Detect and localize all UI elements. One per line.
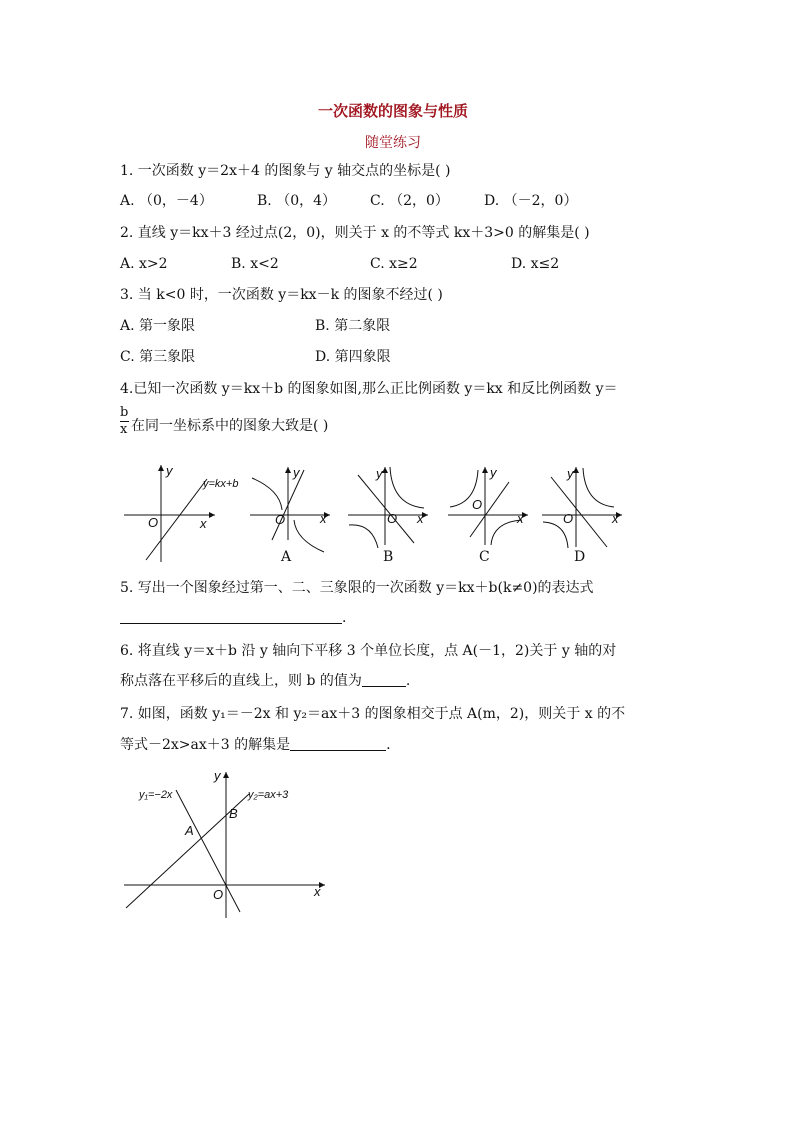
q7-line-end: . [386, 737, 391, 753]
q2-option-a: A. x>2 [120, 256, 168, 272]
q4-c-y-label: y [490, 465, 497, 480]
q4-a-x-label: x [320, 511, 327, 526]
q4-c-origin: O [472, 497, 483, 512]
q3-stem: 3. 当 k<0 时，一次函数 y＝kx－k 的图象不经过( ) [120, 287, 443, 303]
q1-option-a: A. （0，－4） [120, 193, 213, 209]
q7-line2-text: 等式－2x>ax＋3 的解集是 [120, 737, 291, 753]
section-subtitle: 随堂练习 [365, 135, 421, 151]
q4-d-origin: O [563, 511, 574, 526]
q1-option-c: C. （2，0） [370, 193, 449, 209]
q3-option-a: A. 第一象限 [120, 318, 196, 334]
q7-point-b: B [229, 806, 238, 821]
q7-stem-line1: 7. 如图，函数 y₁＝－2x 和 y₂＝ax＋3 的图象相交于点 A(m，2)，则关于 x 的不 [120, 706, 626, 722]
q1-stem: 1. 一次函数 y＝2x＋4 的图象与 y 轴交点的坐标是( ) [120, 163, 451, 179]
q4-a-origin: O [275, 512, 286, 527]
q4-fraction-numerator: b [120, 405, 129, 420]
q4-c-x-label: x [517, 511, 524, 526]
q1-option-b: B. （0，4） [257, 193, 337, 209]
q6-line-end: . [405, 673, 411, 689]
q5-stem: 5. 写出一个图象经过第一、二、三象限的一次函数 y＝kx＋b(k≠0)的表达式 [120, 580, 594, 596]
q4-d-x-label: x [612, 511, 619, 526]
q4-b-x-label: x [417, 511, 424, 526]
q4-a-y-label: y [293, 465, 300, 480]
q2-option-b: B. x<2 [231, 256, 279, 272]
q7-label-y1: y₁=−2x [139, 789, 173, 801]
q4-b-y-label: y [376, 466, 383, 481]
q4-b-origin: O [387, 511, 398, 526]
q7-x-label: x [314, 884, 321, 899]
q2-option-d: D. x≤2 [511, 256, 560, 272]
q4-fraction-denominator: x [120, 422, 128, 437]
q2-stem: 2. 直线 y＝kx＋3 经过点(2，0)，则关于 x 的不等式 kx＋3>0 的解集是( ) [120, 225, 590, 241]
q4-choice-d: D [574, 549, 586, 565]
q4-choice-b: B [383, 549, 394, 565]
page-title: 一次函数的图象与性质 [318, 102, 469, 120]
q4-stem-line1: 4.已知一次函数 y＝kx＋b 的图象如图,那么正比例函数 y＝kx 和反比例函数 y＝ [120, 381, 618, 397]
q1-option-d: D. （－2，0） [484, 193, 578, 209]
q4-choice-a: A [281, 549, 292, 565]
q7-label-y2: y₂=ax+3 [248, 789, 289, 801]
q4-orig-y-label: y [166, 463, 173, 478]
q4-stem-line2: 在同一坐标系中的图象大致是( ) [131, 418, 329, 434]
q6-stem-line1: 6. 将直线 y＝x＋b 沿 y 轴向下平移 3 个单位长度，点 A(－1，2)关于 y 轴的对 [120, 643, 617, 659]
q7-origin: O [213, 887, 224, 902]
q7-point-a: A [185, 823, 194, 838]
q5-line-end: . [342, 610, 347, 626]
q6-line2-text: 称点落在平移后的直线上，则 b 的值为 [120, 673, 362, 689]
q4-orig-x-label: x [200, 516, 207, 531]
q2-option-c: C. x≥2 [370, 256, 418, 272]
q4-d-y-label: y [567, 466, 574, 481]
q3-option-d: D. 第四象限 [315, 349, 391, 365]
q4-orig-origin: O [148, 515, 159, 530]
q4-choice-c: C [479, 549, 490, 565]
q7-y-label: y [214, 768, 221, 783]
q3-option-c: C. 第三象限 [120, 349, 196, 365]
q4-orig-line-label: y=kx+b [203, 478, 239, 490]
q3-option-b: B. 第二象限 [315, 318, 391, 334]
